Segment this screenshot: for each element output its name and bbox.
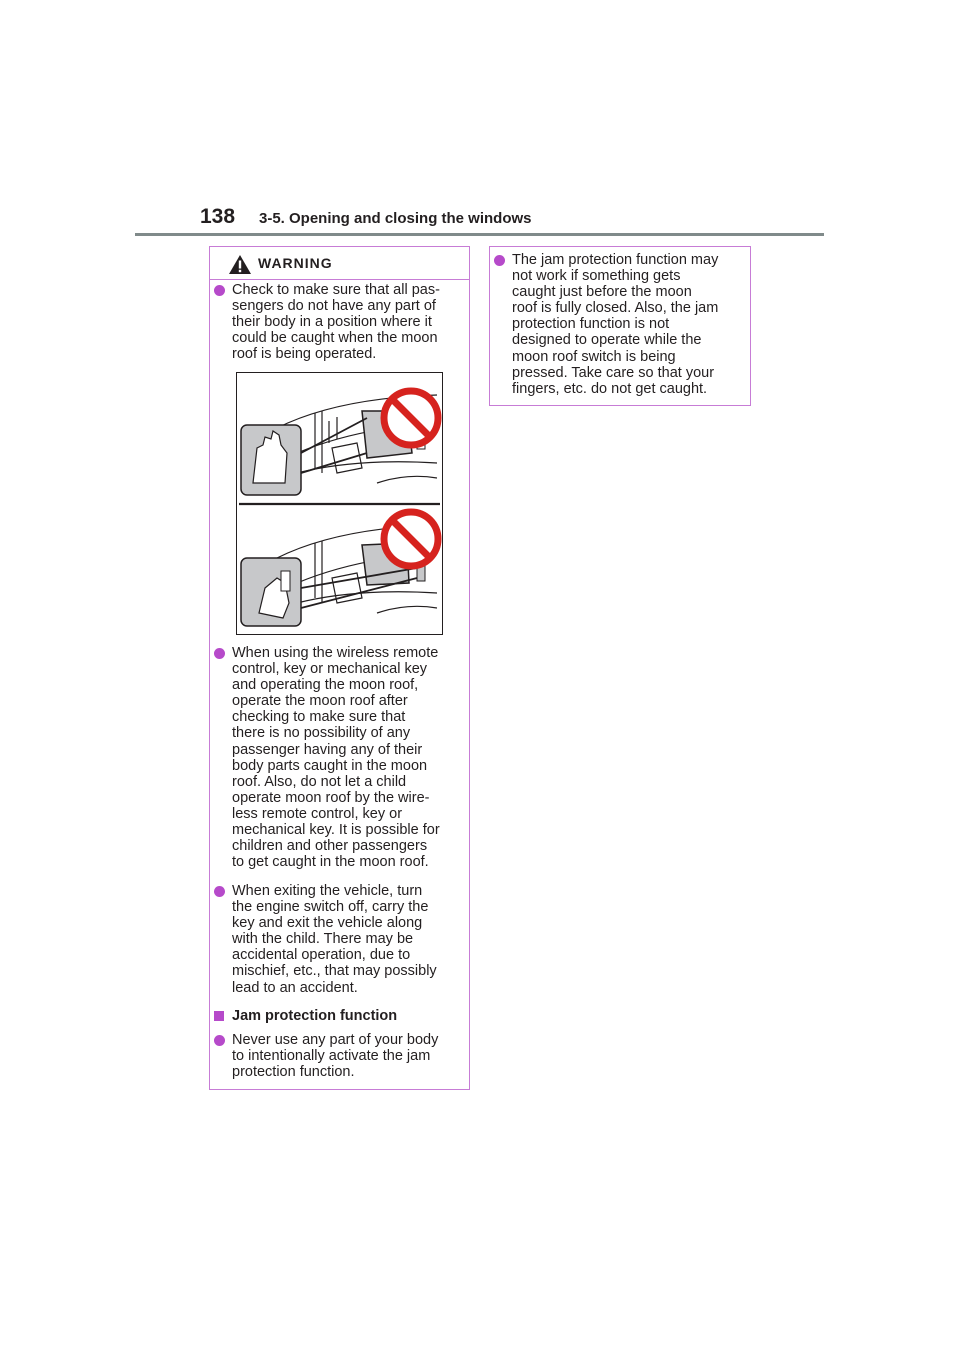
header-rule (135, 233, 824, 236)
bullet-icon (214, 648, 225, 659)
bullet-icon (214, 886, 225, 897)
moon-roof-illustration (237, 373, 442, 634)
warning-triangle-icon (228, 254, 252, 275)
illustration-moon-roof-pinch (236, 372, 443, 635)
page-number: 138 (200, 205, 236, 228)
warning-label: WARNING (258, 255, 333, 271)
bullet-icon (214, 285, 225, 296)
warning-header (210, 247, 469, 280)
prohibition-icon (384, 391, 438, 445)
page-header (200, 200, 824, 236)
square-bullet-icon (214, 1011, 224, 1021)
section-title: 3-5. Opening and closing the windows (259, 210, 532, 227)
bullet-icon (494, 255, 505, 266)
prohibition-icon (384, 512, 438, 566)
bullet-icon (214, 1035, 225, 1046)
